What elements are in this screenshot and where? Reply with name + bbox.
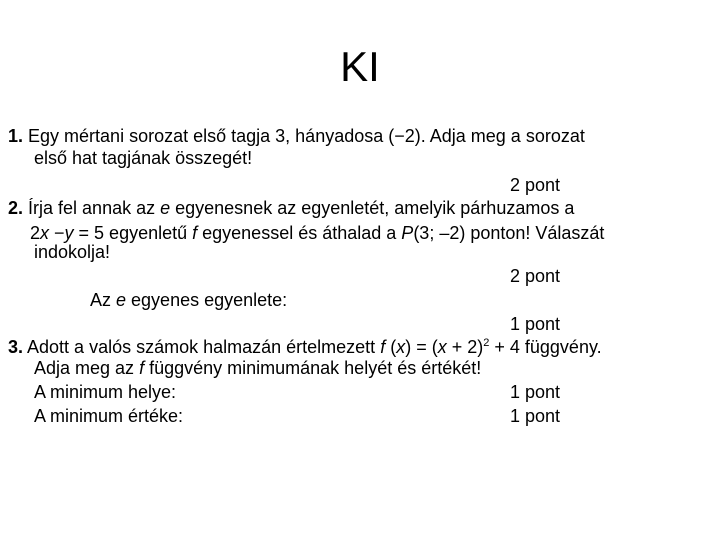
item-2-text: − xyxy=(49,223,65,243)
item-2-var-e: e xyxy=(160,198,171,218)
item-2-answer-points: 1 pont xyxy=(510,314,561,334)
item-3-min-place-points: 1 pont xyxy=(510,382,561,402)
item-2-var-y: y xyxy=(64,223,74,243)
item-2-answer-label xyxy=(90,289,287,311)
item-3-text: ( xyxy=(385,337,397,357)
item-2-text: egyenesnek az egyenletét, amelyik párhuzamos a xyxy=(170,198,575,218)
item-1-text: Egy mértani sorozat első tagja 3, hányadosa (−2). Adja meg a sorozat xyxy=(28,126,585,146)
item-3-text: + 2) xyxy=(446,337,484,357)
item-2-var-x: x xyxy=(40,223,50,243)
item-2-points: 2 pont xyxy=(510,266,561,286)
item-1-points: 2 pont xyxy=(510,175,561,195)
item-3-min-value-points: 1 pont xyxy=(510,406,561,426)
item-3-var-x: x xyxy=(396,337,406,357)
item-2-text: (3; –2) ponton! Válaszát xyxy=(413,223,605,243)
item-1-line-2: első hat tagjának összegét! xyxy=(34,148,253,168)
item-3-text: + 4 függvény. xyxy=(489,337,602,357)
item-3-min-place-label: A minimum helye: xyxy=(34,382,177,402)
item-3-number: 3. xyxy=(8,337,24,357)
item-2-var-p: P xyxy=(401,223,414,243)
item-3-text: függvény minimumának helyét és értékét! xyxy=(144,358,482,378)
item-2-answer-text: Az xyxy=(90,290,117,310)
item-3-var-x: x xyxy=(437,337,447,357)
item-2-text: = 5 egyenletű xyxy=(73,223,193,243)
item-3-text: Adja meg az xyxy=(34,358,140,378)
item-3-line-2 xyxy=(34,357,481,379)
item-3-min-value-label: A minimum értéke: xyxy=(34,406,184,426)
item-3-line-1 xyxy=(8,336,602,358)
item-2-text: egyenessel és áthalad a xyxy=(197,223,402,243)
item-1-number: 1. xyxy=(8,126,24,146)
item-3-exponent: 2 xyxy=(483,337,490,349)
item-2-text: 2 xyxy=(30,223,41,243)
item-3-text: ) = ( xyxy=(405,337,438,357)
item-3-var-f: f xyxy=(380,337,386,357)
item-2-answer-var-e: e xyxy=(116,290,127,310)
item-2-line-2 xyxy=(30,222,604,244)
page-title: KI xyxy=(340,43,380,90)
item-2-line-3: indokolja! xyxy=(34,242,111,262)
item-2-answer-text: egyenes egyenlete: xyxy=(126,290,288,310)
item-2-text: Írja fel annak az xyxy=(28,198,161,218)
item-3-text: Adott a valós számok halmazán értelmezett xyxy=(23,337,381,357)
item-2-var-f: f xyxy=(192,223,198,243)
item-2-number: 2. xyxy=(8,198,24,218)
item-3-var-f: f xyxy=(139,358,145,378)
item-2-line-1 xyxy=(8,197,574,219)
item-1-line-1 xyxy=(8,125,585,147)
